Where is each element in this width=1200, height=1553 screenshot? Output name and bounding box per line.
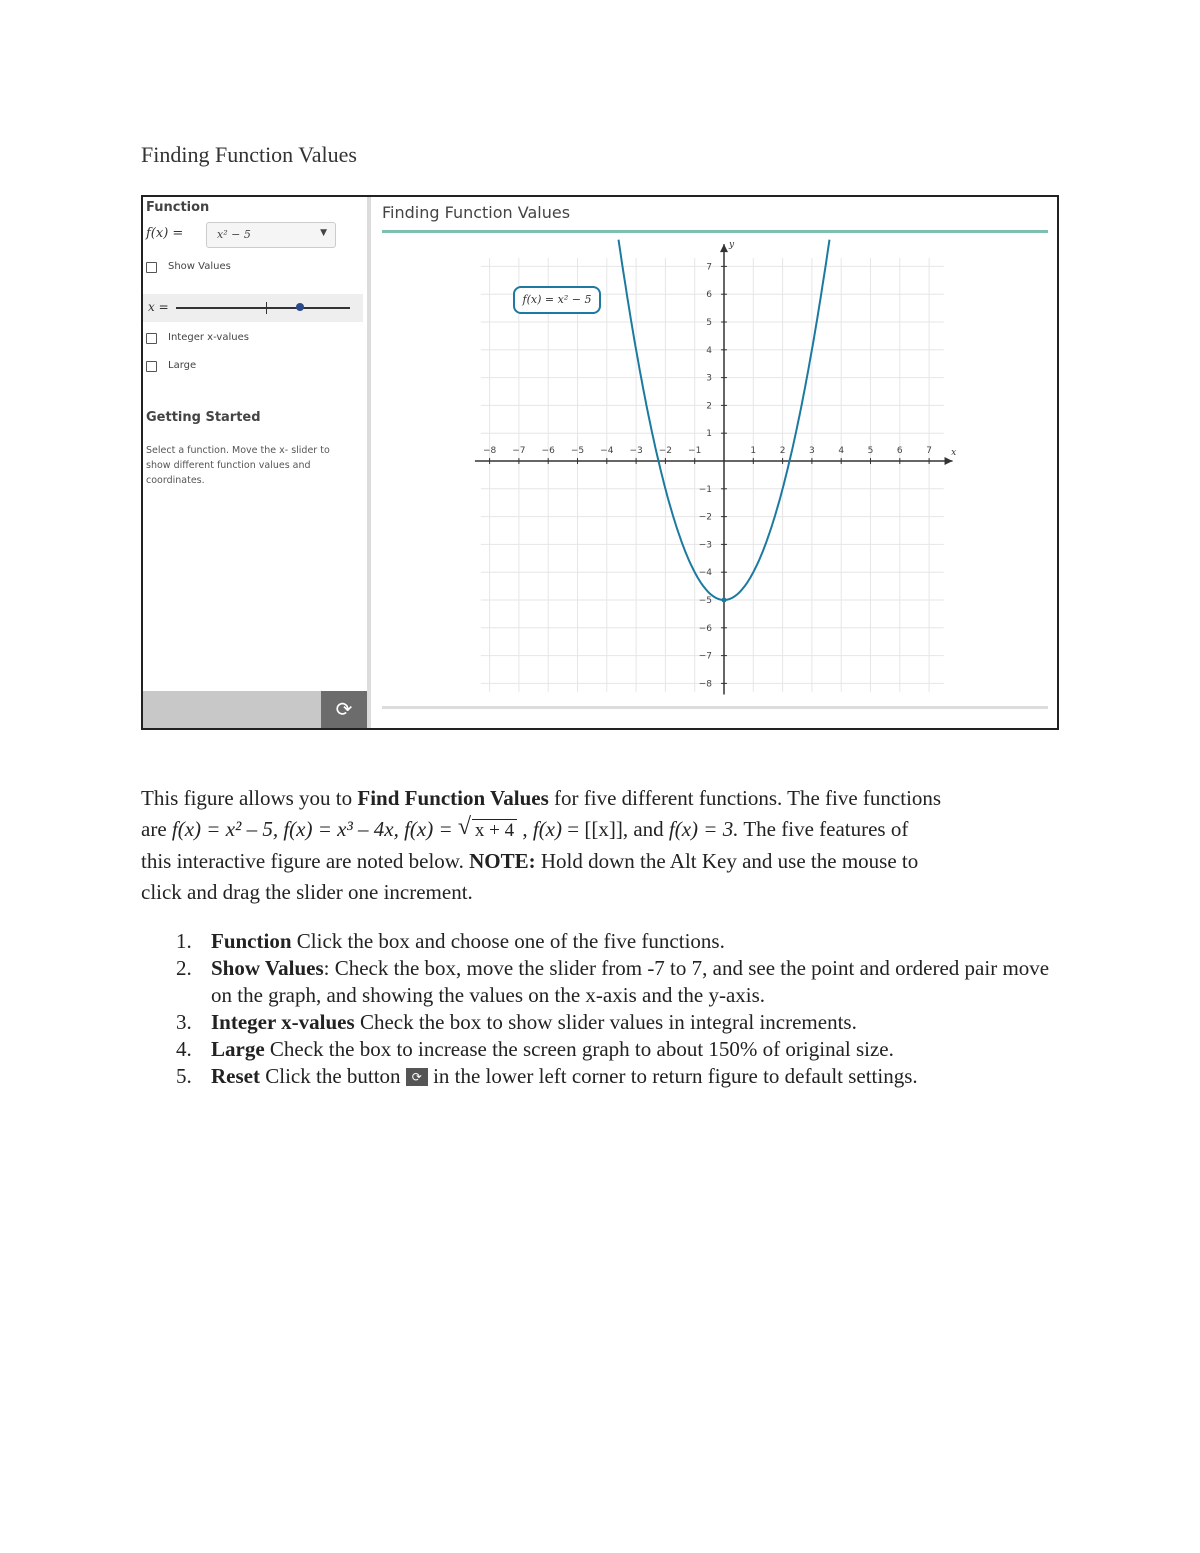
x-tick-label: 6	[896, 446, 903, 456]
x-tick-label: −5	[570, 446, 585, 456]
function-4-lhs: f(x)	[532, 817, 563, 841]
function-3-lhs: f(x) =	[404, 817, 453, 841]
y-axis-arrow	[720, 244, 728, 252]
integer-values-checkbox[interactable]	[146, 333, 157, 344]
x-tick-label: 4	[838, 446, 845, 456]
y-tick-label: 1	[706, 429, 712, 440]
document-title: Finding Function Values	[141, 142, 357, 167]
equation-label: f(x) = x² − 5	[513, 286, 601, 314]
reset-button[interactable]	[321, 691, 367, 728]
item-text: Check the box to show slider values in integral increments.	[354, 1010, 857, 1034]
x-axis-arrow	[945, 457, 953, 465]
y-tick-label: 2	[706, 401, 712, 412]
item-title: Function	[211, 929, 292, 953]
x-tick-label: 2	[779, 446, 786, 456]
x-slider-track[interactable]	[176, 307, 350, 309]
item-title: Large	[211, 1037, 265, 1061]
reset-icon: ⟳	[335, 697, 353, 721]
item-text: Check the box to increase the screen graph to about 150% of original size.	[264, 1037, 894, 1061]
item-text: in the lower left corner to return figure to default settings.	[427, 1064, 918, 1088]
x-slider-row	[143, 294, 363, 322]
y-tick-label: −5	[698, 596, 712, 606]
y-tick-label: −1	[698, 484, 712, 495]
function-1: f(x) = x² – 5,	[171, 817, 279, 841]
x-tick-label: 7	[926, 446, 932, 456]
show-values-checkbox[interactable]	[146, 262, 157, 273]
interactive-figure	[141, 195, 1059, 730]
list-item: 5. Reset Click the button ⟳ in the lower left corner to return figure to default settings.	[176, 1064, 918, 1088]
item-text: : Check the box, move the slider from -7 to 7, and see the point and ordered pair move on the graph, and showing the values on the x-axis and the y-axis.	[211, 956, 1050, 1007]
function-heading: Function	[146, 200, 210, 215]
slider-variable-label: x =	[148, 300, 169, 314]
x-slider-zero-tick	[266, 302, 267, 314]
y-tick-label: −3	[698, 540, 712, 551]
note-label: NOTE:	[469, 849, 536, 873]
y-tick-label: −8	[698, 679, 712, 690]
y-tick-label: −7	[698, 651, 712, 662]
graph-bottom-rule	[382, 706, 1048, 709]
list-item: 3. Integer x-values Check the box to show slider values in integral increments.	[176, 1010, 857, 1034]
intro-text-6: Hold down the Alt Key and use the mouse to	[535, 849, 919, 873]
getting-started-text: Select a function. Move the x- slider to show different function values and coordinates.	[146, 445, 330, 486]
x-tick-label: 3	[809, 446, 815, 456]
y-tick-label: 6	[706, 290, 712, 301]
y-tick-label: 5	[706, 318, 712, 328]
function-3-radicand: x + 4	[472, 819, 517, 841]
y-tick-label: −6	[698, 623, 712, 634]
y-tick-label: 4	[706, 345, 712, 356]
x-axis-label: x	[951, 448, 957, 458]
y-tick-label: 7	[706, 262, 712, 273]
getting-started-title: Getting Started	[146, 410, 261, 425]
function-5: f(x) = 3.	[668, 817, 739, 841]
intro-text-7: click and drag the slider one increment.	[141, 880, 473, 904]
x-tick-label: −8	[482, 446, 497, 456]
intro-paragraph: This figure allows you to Find Function Values for five different functions. The five functions are f(x) = x² – 5, f(x) = x³ – 4x, f(x) = √ x + 4 , f(x) = [[x]], and f(x) = 3. The five features of this interactive figure are noted below. NOTE: Hold down the Alt Key and use the mouse to click and drag the slider one increment.	[141, 783, 1061, 908]
item-title: Integer x-values	[211, 1010, 355, 1034]
fx-label: f(x) =	[146, 226, 184, 241]
list-item: 2. Show Values: Check the box, move the slider from -7 to 7, and see the point and ordered pair move on the graph, and showing the values on the x-axis and the y-axis.	[176, 956, 1050, 1007]
item-text: Click the button	[259, 1064, 406, 1088]
y-axis-label: y	[729, 239, 735, 250]
function-select-value: x² − 5	[217, 228, 251, 241]
x-tick-label: −1	[688, 446, 702, 456]
list-item: 1. Function Click the box and choose one of the five functions.	[176, 929, 725, 953]
intro-text-1: This figure allows you to	[141, 786, 358, 810]
intro-text-2: for five different functions. The five functions	[548, 786, 942, 810]
vertex-point	[722, 598, 727, 603]
function-4-rhs: = [[x]], and	[562, 817, 669, 841]
list-item: 4. Large Check the box to increase the screen graph to about 150% of original size.	[176, 1037, 894, 1061]
y-tick-label: −4	[698, 568, 712, 579]
y-tick-label: 3	[706, 373, 712, 384]
item-title: Show Values	[211, 956, 324, 980]
x-tick-label: −6	[541, 446, 555, 456]
control-panel	[143, 197, 371, 728]
show-values-label: Show Values	[168, 261, 231, 272]
chevron-down-icon: ▼	[320, 228, 327, 238]
x-tick-label: −4	[600, 446, 614, 456]
function-graph	[382, 235, 1048, 705]
features-list	[168, 928, 1068, 1090]
x-tick-label: −7	[512, 446, 526, 456]
large-label: Large	[168, 360, 197, 371]
graph-title: Finding Function Values	[382, 203, 571, 222]
intro-text-5: this interactive figure are noted below.	[141, 849, 470, 873]
sqrt-expression: √ x + 4	[458, 814, 517, 846]
item-text: Click the box and choose one of the five functions.	[291, 929, 725, 953]
intro-text-4: The five features of	[738, 817, 909, 841]
x-tick-label: 1	[750, 446, 757, 456]
item-title: Reset	[211, 1064, 260, 1088]
intro-bold-find: Find Function Values	[357, 786, 549, 810]
reset-icon: ⟳	[406, 1068, 428, 1086]
intro-text-3: are	[141, 817, 172, 841]
large-checkbox[interactable]	[146, 361, 157, 372]
function-select[interactable]	[206, 222, 336, 248]
x-tick-label: −3	[629, 446, 643, 456]
x-slider-handle[interactable]	[296, 303, 304, 311]
x-tick-label: −2	[658, 446, 673, 456]
function-2: f(x) = x³ – 4x,	[283, 817, 399, 841]
graph-title-rule	[382, 230, 1048, 233]
x-tick-label: 5	[867, 446, 874, 456]
y-tick-label: −2	[698, 512, 712, 523]
integer-values-label: Integer x-values	[168, 332, 249, 343]
